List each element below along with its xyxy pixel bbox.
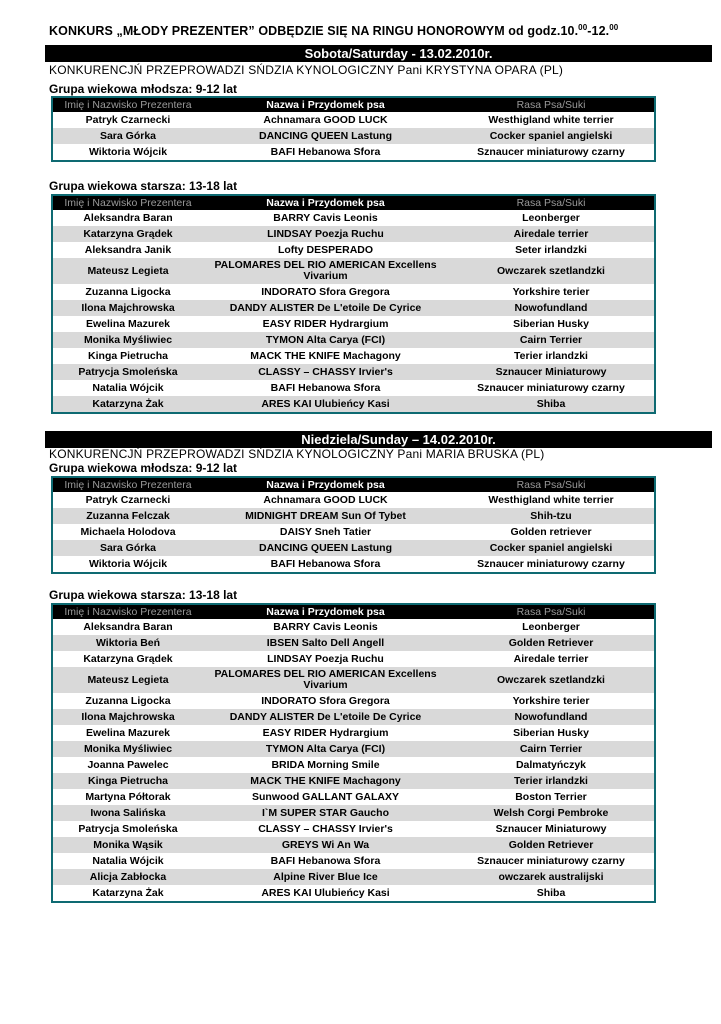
presenter-name-cell: Martyna Półtorak — [85, 790, 171, 803]
presenter-name-cell: Katarzyna Grądek — [53, 226, 203, 242]
dog-name-cell: TYMON Alta Carya (FCI) — [203, 332, 448, 348]
breed-cell: Welsh Corgi Pembroke — [448, 805, 654, 821]
breed-cell: Terier irlandzki — [448, 773, 654, 789]
header-name: Imię i Nazwisko Prezentera — [53, 478, 203, 492]
presenter-name-cell: Sara Górka — [53, 128, 203, 144]
dog-name-cell: Achnamara GOOD LUCK — [263, 493, 388, 506]
breed-cell: Cocker spaniel angielski — [448, 128, 654, 144]
table-row — [53, 300, 654, 316]
presenter-name-cell: Wiktoria Wójcik — [88, 557, 168, 570]
breed-cell: Sznaucer miniaturowy czarny — [477, 145, 625, 158]
header-dog: Nazwa i Przydomek psa — [203, 605, 448, 619]
presenter-name-cell: Aleksandra Baran — [83, 620, 173, 633]
header-name: Imię i Nazwisko Prezentera — [53, 196, 203, 210]
dog-name-cell: Alpine River Blue Ice — [203, 869, 448, 885]
presenter-name-cell: Kinga Pietrucha — [53, 773, 203, 789]
dog-name-cell: ARES KAI Ulubieńcy Kasi — [261, 886, 390, 899]
dog-name-cell: BARRY Cavis Leonis — [273, 211, 378, 224]
dog-name-cell: Achnamara GOOD LUCK — [263, 113, 388, 126]
breed-cell: Westhigland white terrier — [488, 113, 614, 126]
breed-cell: Owczarek szetlandzki — [448, 667, 654, 693]
table-row — [53, 741, 654, 757]
sunday-junior-table — [51, 476, 656, 574]
presenter-name-cell: Aleksandra Janik — [84, 243, 172, 256]
dog-name-cell: GREYS Wi An Wa — [203, 837, 448, 853]
breed-cell: Westhigland white terrier — [488, 493, 614, 506]
breed-cell: Yorkshire terier — [512, 694, 590, 707]
header-breed: Rasa Psa/Suki — [448, 478, 654, 492]
sunday-judge: KONKURENCJŃ PRZEPROWADZI SŃDZIA KYNOLOGICZNY Pani MARIA BRUSKA (PL) — [49, 447, 545, 461]
sunday-junior-label: Grupa wiekowa młodsza: 9-12 lat — [49, 461, 238, 475]
table-row — [53, 364, 654, 380]
dog-name-cell: Sunwood GALLANT GALAXY — [252, 790, 399, 803]
table-row — [53, 773, 654, 789]
presenter-name-cell: Natalia Wójcik — [92, 381, 164, 394]
presenter-name-cell: Katarzyna Żak — [92, 886, 164, 899]
header-name: Imię i Nazwisko Prezentera — [53, 98, 203, 112]
sunday-senior-table — [51, 603, 656, 903]
breed-cell: Sznaucer miniaturowy czarny — [477, 854, 625, 867]
presenter-name-cell: Zuzanna Felczak — [53, 508, 203, 524]
table-row — [53, 226, 654, 242]
presenter-name-cell: Ewelina Mazurek — [85, 726, 171, 739]
presenter-name-cell: Ewelina Mazurek — [85, 317, 171, 330]
dog-name-cell: Lofty DESPERADO — [277, 243, 374, 256]
saturday-day-label: Sobota/Saturday - 13.02.2010r. — [304, 46, 493, 61]
presenter-name-cell: Mateusz Legieta — [53, 258, 203, 284]
breed-cell: Leonberger — [522, 620, 580, 633]
title-main: KONKURS „MŁODY PREZENTER” ODBĘDZIE SIĘ NA RINGU HONOROWYM od godz.10. — [49, 24, 579, 38]
table-row — [53, 316, 654, 332]
presenter-name-cell: Sara Górka — [53, 540, 203, 556]
title-dash: -12. — [587, 24, 610, 38]
dog-name-cell: I`M SUPER STAR Gaucho — [203, 805, 448, 821]
breed-cell: Sznaucer Miniaturowy — [495, 822, 607, 835]
dog-name-cell: PALOMARES DEL RIO AMERICAN Excellens Vivarium — [203, 667, 448, 693]
breed-cell: Leonberger — [522, 211, 580, 224]
table-row — [53, 885, 654, 901]
breed-cell: Cairn Terrier — [448, 741, 654, 757]
breed-cell: Sznaucer Miniaturowy — [448, 364, 654, 380]
dog-name-cell: CLASSY – CHASSY Irvier's — [203, 364, 448, 380]
dog-name-cell: DANDY ALISTER De L'etoile De Cyrice — [203, 709, 448, 725]
presenter-name-cell: Monika Myśliwiec — [53, 332, 203, 348]
table-row — [53, 651, 654, 667]
dog-name-cell: BAFI Hebanowa Sfora — [270, 381, 381, 394]
presenter-name-cell: Ilona Majchrowska — [53, 709, 203, 725]
table-row — [53, 619, 654, 635]
dog-name-cell: BRIDA Morning Smile — [271, 758, 380, 771]
saturday-judge: KONKURENCJŃ PRZEPROWADZI SŃDZIA KYNOLOGICZNY Pani KRYSTYNA OPARA (PL) — [49, 63, 564, 77]
table-row — [53, 332, 654, 348]
dog-name-cell: IBSEN Salto Dell Angell — [203, 635, 448, 651]
breed-cell: Golden Retriever — [448, 635, 654, 651]
breed-cell: Sznaucer miniaturowy czarny — [477, 381, 625, 394]
header-dog: Nazwa i Przydomek psa — [203, 196, 448, 210]
dog-name-cell: LINDSAY Poezja Ruchu — [203, 226, 448, 242]
table-row — [53, 556, 654, 572]
table-row — [53, 540, 654, 556]
table-row — [53, 348, 654, 364]
table-row — [53, 492, 654, 508]
table-row — [53, 144, 654, 160]
breed-cell: Airedale terrier — [513, 652, 589, 665]
table-row — [53, 112, 654, 128]
header-name: Imię i Nazwisko Prezentera — [53, 605, 203, 619]
breed-cell: Boston Terrier — [515, 790, 587, 803]
header-dog: Nazwa i Przydomek psa — [203, 478, 448, 492]
presenter-name-cell: Mateusz Legieta — [53, 667, 203, 693]
dog-name-cell: DANCING QUEEN Lastung — [203, 540, 448, 556]
table-row — [53, 709, 654, 725]
presenter-name-cell: Joanna Pawelec — [87, 758, 169, 771]
dog-name-cell: MACK THE KNIFE Machagony — [250, 349, 401, 362]
dog-name-cell: ARES KAI Ulubieńcy Kasi — [203, 396, 448, 412]
dog-name-cell: INDORATO Sfora Gregora — [261, 285, 390, 298]
presenter-name-cell: Patryk Czarnecki — [85, 493, 171, 506]
dog-name-cell: EASY RIDER Hydrargium — [262, 726, 389, 739]
table-row — [53, 284, 654, 300]
table-row — [53, 869, 654, 885]
breed-cell: Seter irlandzki — [515, 243, 587, 256]
dog-name-cell: LINDSAY Poezja Ruchu — [267, 652, 384, 665]
presenter-name-cell: Monika Myśliwiec — [53, 741, 203, 757]
saturday-senior-table — [51, 194, 656, 414]
table-row — [53, 210, 654, 226]
presenter-name-cell: Wiktoria Beń — [53, 635, 203, 651]
presenter-name-cell: Aleksandra Baran — [83, 211, 173, 224]
sunday-day-header — [45, 431, 712, 448]
saturday-junior-table — [51, 96, 656, 162]
breed-cell: Siberian Husky — [513, 317, 589, 330]
table-row — [53, 725, 654, 741]
breed-cell: Golden retriever — [510, 525, 592, 538]
table-row — [53, 242, 654, 258]
table-row — [53, 693, 654, 709]
breed-cell: Golden Retriever — [448, 837, 654, 853]
presenter-name-cell: Kinga Pietrucha — [88, 349, 168, 362]
dog-name-cell: DANCING QUEEN Lastung — [203, 128, 448, 144]
saturday-senior-label: Grupa wiekowa starsza: 13-18 lat — [49, 179, 238, 193]
dog-name-cell: BAFI Hebanowa Sfora — [270, 145, 381, 158]
table-row — [53, 524, 654, 540]
dog-name-cell: BARRY Cavis Leonis — [273, 620, 378, 633]
breed-cell: Nowofundland — [448, 709, 654, 725]
saturday-day-header — [45, 45, 712, 62]
table-row — [53, 837, 654, 853]
presenter-name-cell: Katarzyna Żak — [53, 396, 203, 412]
breed-cell: Dalmatyńczyk — [515, 758, 587, 771]
header-dog: Nazwa i Przydomek psa — [203, 98, 448, 112]
table-row — [53, 757, 654, 773]
dog-name-cell: PALOMARES DEL RIO AMERICAN Excellens Vivarium — [203, 258, 448, 284]
sunday-day-label: Niedziela/Sunday – 14.02.2010r. — [301, 432, 496, 447]
document-title — [49, 24, 618, 38]
sunday-senior-label: Grupa wiekowa starsza: 13-18 lat — [49, 588, 238, 602]
table-row — [53, 128, 654, 144]
table-row — [53, 789, 654, 805]
table-row — [53, 396, 654, 412]
breed-cell: Nowofundland — [448, 300, 654, 316]
presenter-name-cell: Ilona Majchrowska — [53, 300, 203, 316]
dog-name-cell: MACK THE KNIFE Machagony — [203, 773, 448, 789]
table-row — [53, 380, 654, 396]
table-row — [53, 805, 654, 821]
breed-cell: Shih-tzu — [448, 508, 654, 524]
table-row — [53, 635, 654, 651]
breed-cell: Sznaucer miniaturowy czarny — [477, 557, 625, 570]
title-sup-2: 00 — [609, 22, 619, 32]
header-breed: Rasa Psa/Suki — [448, 196, 654, 210]
breed-cell: Shiba — [536, 886, 566, 899]
table-row — [53, 821, 654, 837]
breed-cell: Cocker spaniel angielski — [448, 540, 654, 556]
breed-cell: Shiba — [448, 396, 654, 412]
dog-name-cell: EASY RIDER Hydrargium — [262, 317, 389, 330]
table-row — [53, 853, 654, 869]
dog-name-cell: BAFI Hebanowa Sfora — [270, 854, 381, 867]
presenter-name-cell: Wiktoria Wójcik — [88, 145, 168, 158]
table-row — [53, 508, 654, 524]
presenter-name-cell: Monika Wąsik — [53, 837, 203, 853]
title-sup-1: 00 — [578, 22, 588, 32]
dog-name-cell: DANDY ALISTER De L'etoile De Cyrice — [203, 300, 448, 316]
presenter-name-cell: Zuzanna Ligocka — [85, 694, 171, 707]
header-breed: Rasa Psa/Suki — [448, 605, 654, 619]
presenter-name-cell: Zuzanna Ligocka — [85, 285, 171, 298]
dog-name-cell: TYMON Alta Carya (FCI) — [203, 741, 448, 757]
breed-cell: Cairn Terrier — [448, 332, 654, 348]
dog-name-cell: BAFI Hebanowa Sfora — [270, 557, 381, 570]
breed-cell: Owczarek szetlandzki — [448, 258, 654, 284]
presenter-name-cell: Patrycja Smoleńska — [78, 822, 178, 835]
presenter-name-cell: Patrycja Smoleńska — [53, 364, 203, 380]
table-row — [53, 258, 654, 284]
breed-cell: owczarek australijski — [448, 869, 654, 885]
presenter-name-cell: Katarzyna Grądek — [83, 652, 173, 665]
presenter-name-cell: Michaela Holodova — [80, 525, 176, 538]
dog-name-cell: INDORATO Sfora Gregora — [261, 694, 390, 707]
breed-cell: Siberian Husky — [513, 726, 589, 739]
dog-name-cell: DAISY Sneh Tatier — [279, 525, 372, 538]
breed-cell: Terier irlandzki — [514, 349, 588, 362]
breed-cell: Yorkshire terier — [512, 285, 590, 298]
saturday-junior-label: Grupa wiekowa młodsza: 9-12 lat — [49, 82, 238, 96]
presenter-name-cell: Patryk Czarnecki — [85, 113, 171, 126]
presenter-name-cell: Iwona Salińska — [53, 805, 203, 821]
presenter-name-cell: Alicja Zabłocka — [53, 869, 203, 885]
table-row — [53, 667, 654, 693]
dog-name-cell: MIDNIGHT DREAM Sun Of Tybet — [203, 508, 448, 524]
breed-cell: Airedale terrier — [448, 226, 654, 242]
presenter-name-cell: Natalia Wójcik — [92, 854, 164, 867]
dog-name-cell: CLASSY – CHASSY Irvier's — [258, 822, 393, 835]
header-breed: Rasa Psa/Suki — [448, 98, 654, 112]
